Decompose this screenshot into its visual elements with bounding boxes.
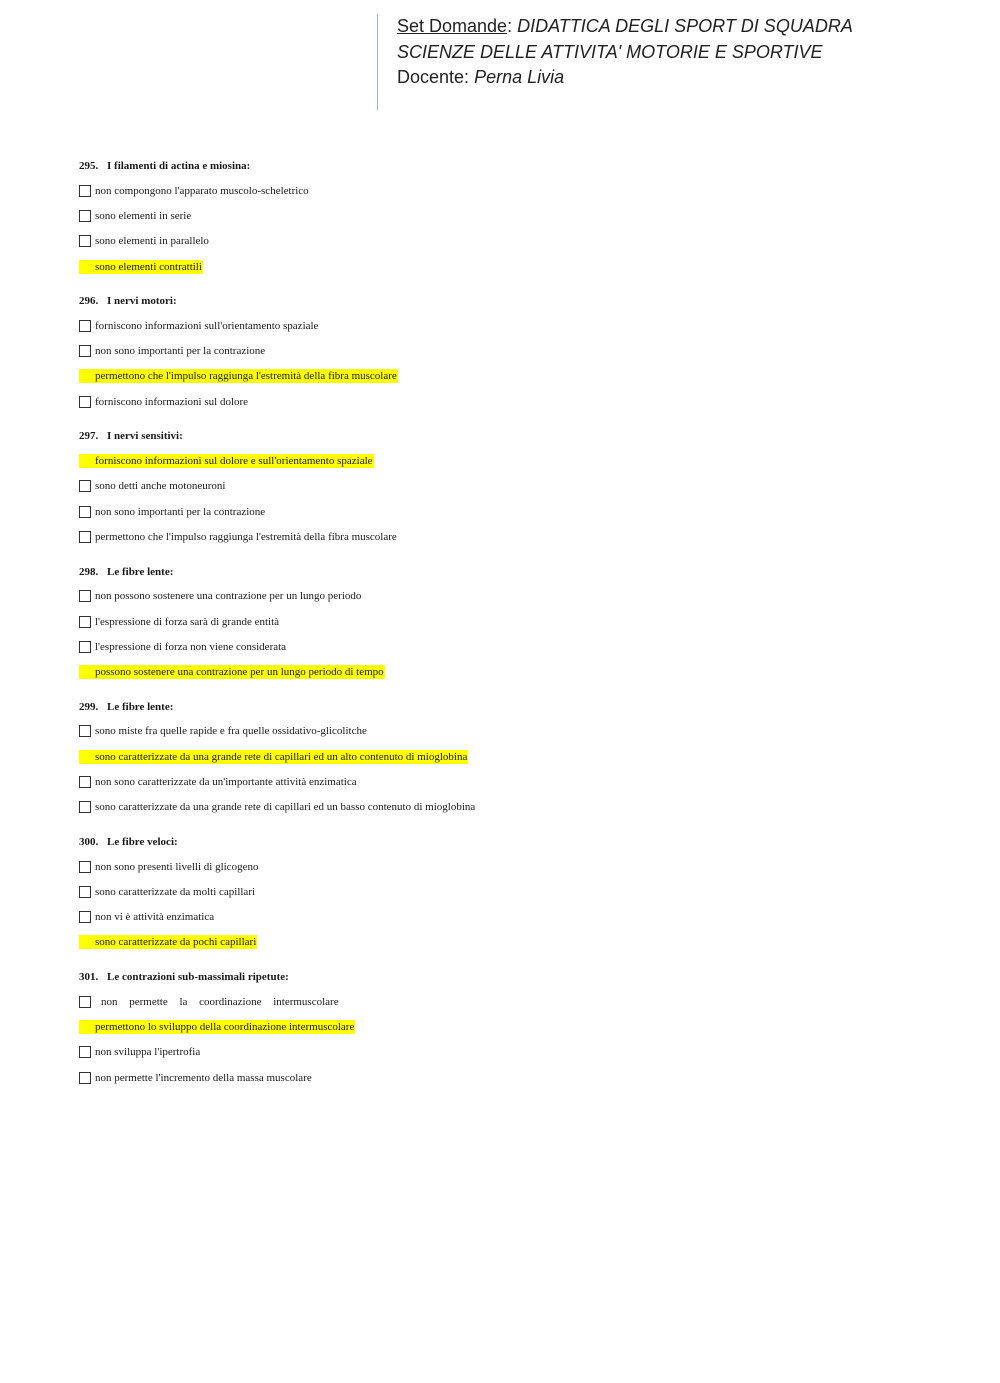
answer-option-text: sono caratterizzate da una grande rete di capillari ed un alto contenuto di mioglobina	[95, 750, 468, 763]
set-label: Set Domande	[397, 16, 508, 36]
answer-option[interactable]	[79, 854, 939, 879]
header-set-line	[397, 14, 937, 40]
question-text: I filamenti di actina e miosina:	[107, 160, 251, 172]
answer-option-text: forniscono informazioni sul dolore e sull'orientamento spaziale	[95, 455, 373, 468]
checkbox-icon[interactable]	[79, 911, 91, 923]
answer-option[interactable]	[79, 584, 939, 609]
answer-option-text: non permette la coordinazione intermuscolare	[101, 995, 339, 1008]
question-text: Le fibre lente:	[107, 700, 174, 713]
answer-option[interactable]	[79, 203, 939, 228]
checkbox-icon[interactable]	[79, 861, 91, 873]
answer-option[interactable]	[79, 524, 939, 549]
checkbox-icon[interactable]	[79, 750, 95, 764]
checkbox-icon[interactable]	[79, 935, 95, 949]
answer-option-text: permettono lo sviluppo della coordinazione intermuscolare	[95, 1021, 355, 1034]
answer-option[interactable]	[79, 499, 939, 524]
question-297	[79, 424, 939, 549]
checkbox-icon[interactable]	[79, 260, 95, 274]
teacher-label: Docente:	[397, 67, 470, 87]
question-number: 298.	[79, 565, 99, 578]
answer-option-text: non compongono l'apparato muscolo-scheletrico	[95, 184, 309, 197]
answer-option-text: sono miste fra quelle rapide e fra quelle ossidativo-glicolitche	[95, 725, 367, 738]
answer-option[interactable]	[79, 905, 939, 930]
checkbox-icon[interactable]	[79, 396, 91, 408]
question-title	[79, 830, 939, 854]
checkbox-icon[interactable]	[79, 506, 91, 518]
course-title: DIDATTICA DEGLI SPORT DI SQUADRA	[517, 16, 853, 36]
answer-option[interactable]	[79, 1065, 939, 1090]
answer-option[interactable]	[79, 719, 939, 744]
answer-option-text: permettono che l'impulso raggiunga l'estremità della fibra muscolare	[95, 530, 397, 543]
checkbox-icon[interactable]	[79, 616, 91, 628]
question-301	[79, 965, 939, 1090]
checkbox-icon[interactable]	[79, 235, 91, 247]
question-title	[79, 424, 939, 448]
checkbox-icon[interactable]	[79, 531, 91, 543]
answer-option-text: non permette l'incremento della massa muscolare	[95, 1071, 312, 1084]
answer-option-text: permettono che l'impulso raggiunga l'estremità della fibra muscolare	[95, 370, 397, 383]
question-number: 300.	[79, 835, 99, 848]
answer-option[interactable]	[79, 313, 939, 338]
answer-option-text: sono elementi in serie	[95, 209, 192, 222]
answer-option-text: non sono caratterizzate da un'importante attività enzimatica	[95, 775, 357, 788]
question-296	[79, 289, 939, 414]
question-title	[79, 695, 939, 719]
question-number: 296.	[79, 295, 99, 308]
answer-option-text: sono detti anche motoneuroni	[95, 480, 226, 493]
checkbox-icon[interactable]	[79, 801, 91, 813]
answer-option-correct[interactable]	[79, 659, 939, 684]
checkbox-icon[interactable]	[79, 1046, 91, 1058]
answer-option-text: sono caratterizzate da una grande rete di capillari ed un basso contenuto di mioglobina	[95, 801, 476, 814]
answer-option-text: sono elementi contrattili	[95, 260, 202, 273]
question-text: Le fibre lente:	[107, 565, 174, 578]
question-299	[79, 695, 939, 820]
document-header	[377, 14, 937, 110]
answer-option-text: l'espressione di forza sarà di grande entità	[95, 615, 280, 628]
answer-option-correct[interactable]	[79, 254, 939, 279]
answer-option-text: non vi è attività enzimatica	[95, 911, 215, 924]
answer-option[interactable]	[79, 229, 939, 254]
answer-option[interactable]	[79, 389, 939, 414]
answer-option[interactable]	[79, 795, 939, 820]
question-text: Le fibre veloci:	[107, 835, 178, 848]
answer-option-correct[interactable]	[79, 448, 939, 473]
answer-option[interactable]	[79, 178, 939, 203]
checkbox-icon[interactable]	[79, 320, 91, 332]
checkbox-icon[interactable]	[79, 345, 91, 357]
answer-option-text: non possono sostenere una contrazione per un lungo periodo	[95, 590, 362, 603]
answer-option[interactable]	[79, 769, 939, 794]
answer-option-text: non sono importanti per la contrazione	[95, 505, 266, 518]
answer-option[interactable]	[79, 338, 939, 363]
question-number: 299.	[79, 700, 99, 713]
question-number: 295.	[79, 160, 99, 172]
question-300	[79, 830, 939, 955]
answer-option[interactable]	[79, 989, 939, 1014]
question-title	[79, 289, 939, 313]
answer-option-text: non sviluppa l'ipertrofia	[95, 1046, 201, 1059]
question-number: 301.	[79, 971, 99, 984]
degree-title: SCIENZE DELLE ATTIVITA' MOTORIE E SPORTIVE	[397, 41, 823, 62]
answer-option-text: non sono importanti per la contrazione	[95, 345, 266, 358]
checkbox-icon[interactable]	[79, 665, 95, 679]
answer-option[interactable]	[79, 609, 939, 634]
answer-option-text: non sono presenti livelli di glicogeno	[95, 860, 259, 873]
answer-option-text: possono sostenere una contrazione per un lungo periodo di tempo	[95, 666, 384, 679]
question-list	[79, 154, 939, 1100]
set-colon: :	[507, 16, 513, 36]
answer-option[interactable]	[79, 1040, 939, 1065]
question-title	[79, 560, 939, 584]
checkbox-icon[interactable]	[79, 641, 91, 653]
question-295	[79, 154, 939, 279]
answer-option[interactable]	[79, 634, 939, 659]
checkbox-icon[interactable]	[79, 480, 91, 492]
answer-option-correct[interactable]	[79, 1014, 939, 1039]
answer-option-text: forniscono informazioni sull'orientamento spaziale	[95, 319, 319, 332]
question-number: 297.	[79, 430, 99, 443]
checkbox-icon[interactable]	[79, 886, 91, 898]
checkbox-icon[interactable]	[79, 369, 95, 383]
answer-option-text: l'espressione di forza non viene considerata	[95, 640, 287, 653]
checkbox-icon[interactable]	[79, 776, 91, 788]
checkbox-icon[interactable]	[79, 185, 91, 197]
question-298	[79, 560, 939, 685]
answer-option-correct[interactable]	[79, 364, 939, 389]
answer-option-text: sono elementi in parallelo	[95, 235, 209, 248]
answer-option-text: sono caratterizzate da molti capillari	[95, 885, 256, 898]
checkbox-icon[interactable]	[79, 454, 95, 468]
answer-option[interactable]	[79, 879, 939, 904]
header-teacher-line	[397, 65, 937, 91]
question-text: I nervi sensitivi:	[107, 430, 183, 443]
answer-option[interactable]	[79, 474, 939, 499]
teacher-name: Perna Livia	[474, 67, 565, 87]
question-title	[79, 965, 939, 989]
question-text: Le contrazioni sub-massimali ripetute:	[107, 971, 289, 984]
checkbox-icon[interactable]	[79, 996, 91, 1008]
checkbox-icon[interactable]	[79, 210, 91, 222]
checkbox-icon[interactable]	[79, 725, 91, 737]
question-text: I nervi motori:	[107, 295, 177, 308]
answer-option-text: forniscono informazioni sul dolore	[95, 395, 249, 408]
checkbox-icon[interactable]	[79, 1020, 95, 1034]
question-title	[79, 154, 939, 178]
checkbox-icon[interactable]	[79, 1072, 91, 1084]
answer-option-text: sono caratterizzate da pochi capillari	[95, 936, 257, 949]
answer-option-correct[interactable]	[79, 744, 939, 769]
answer-option-correct[interactable]	[79, 930, 939, 955]
checkbox-icon[interactable]	[79, 590, 91, 602]
